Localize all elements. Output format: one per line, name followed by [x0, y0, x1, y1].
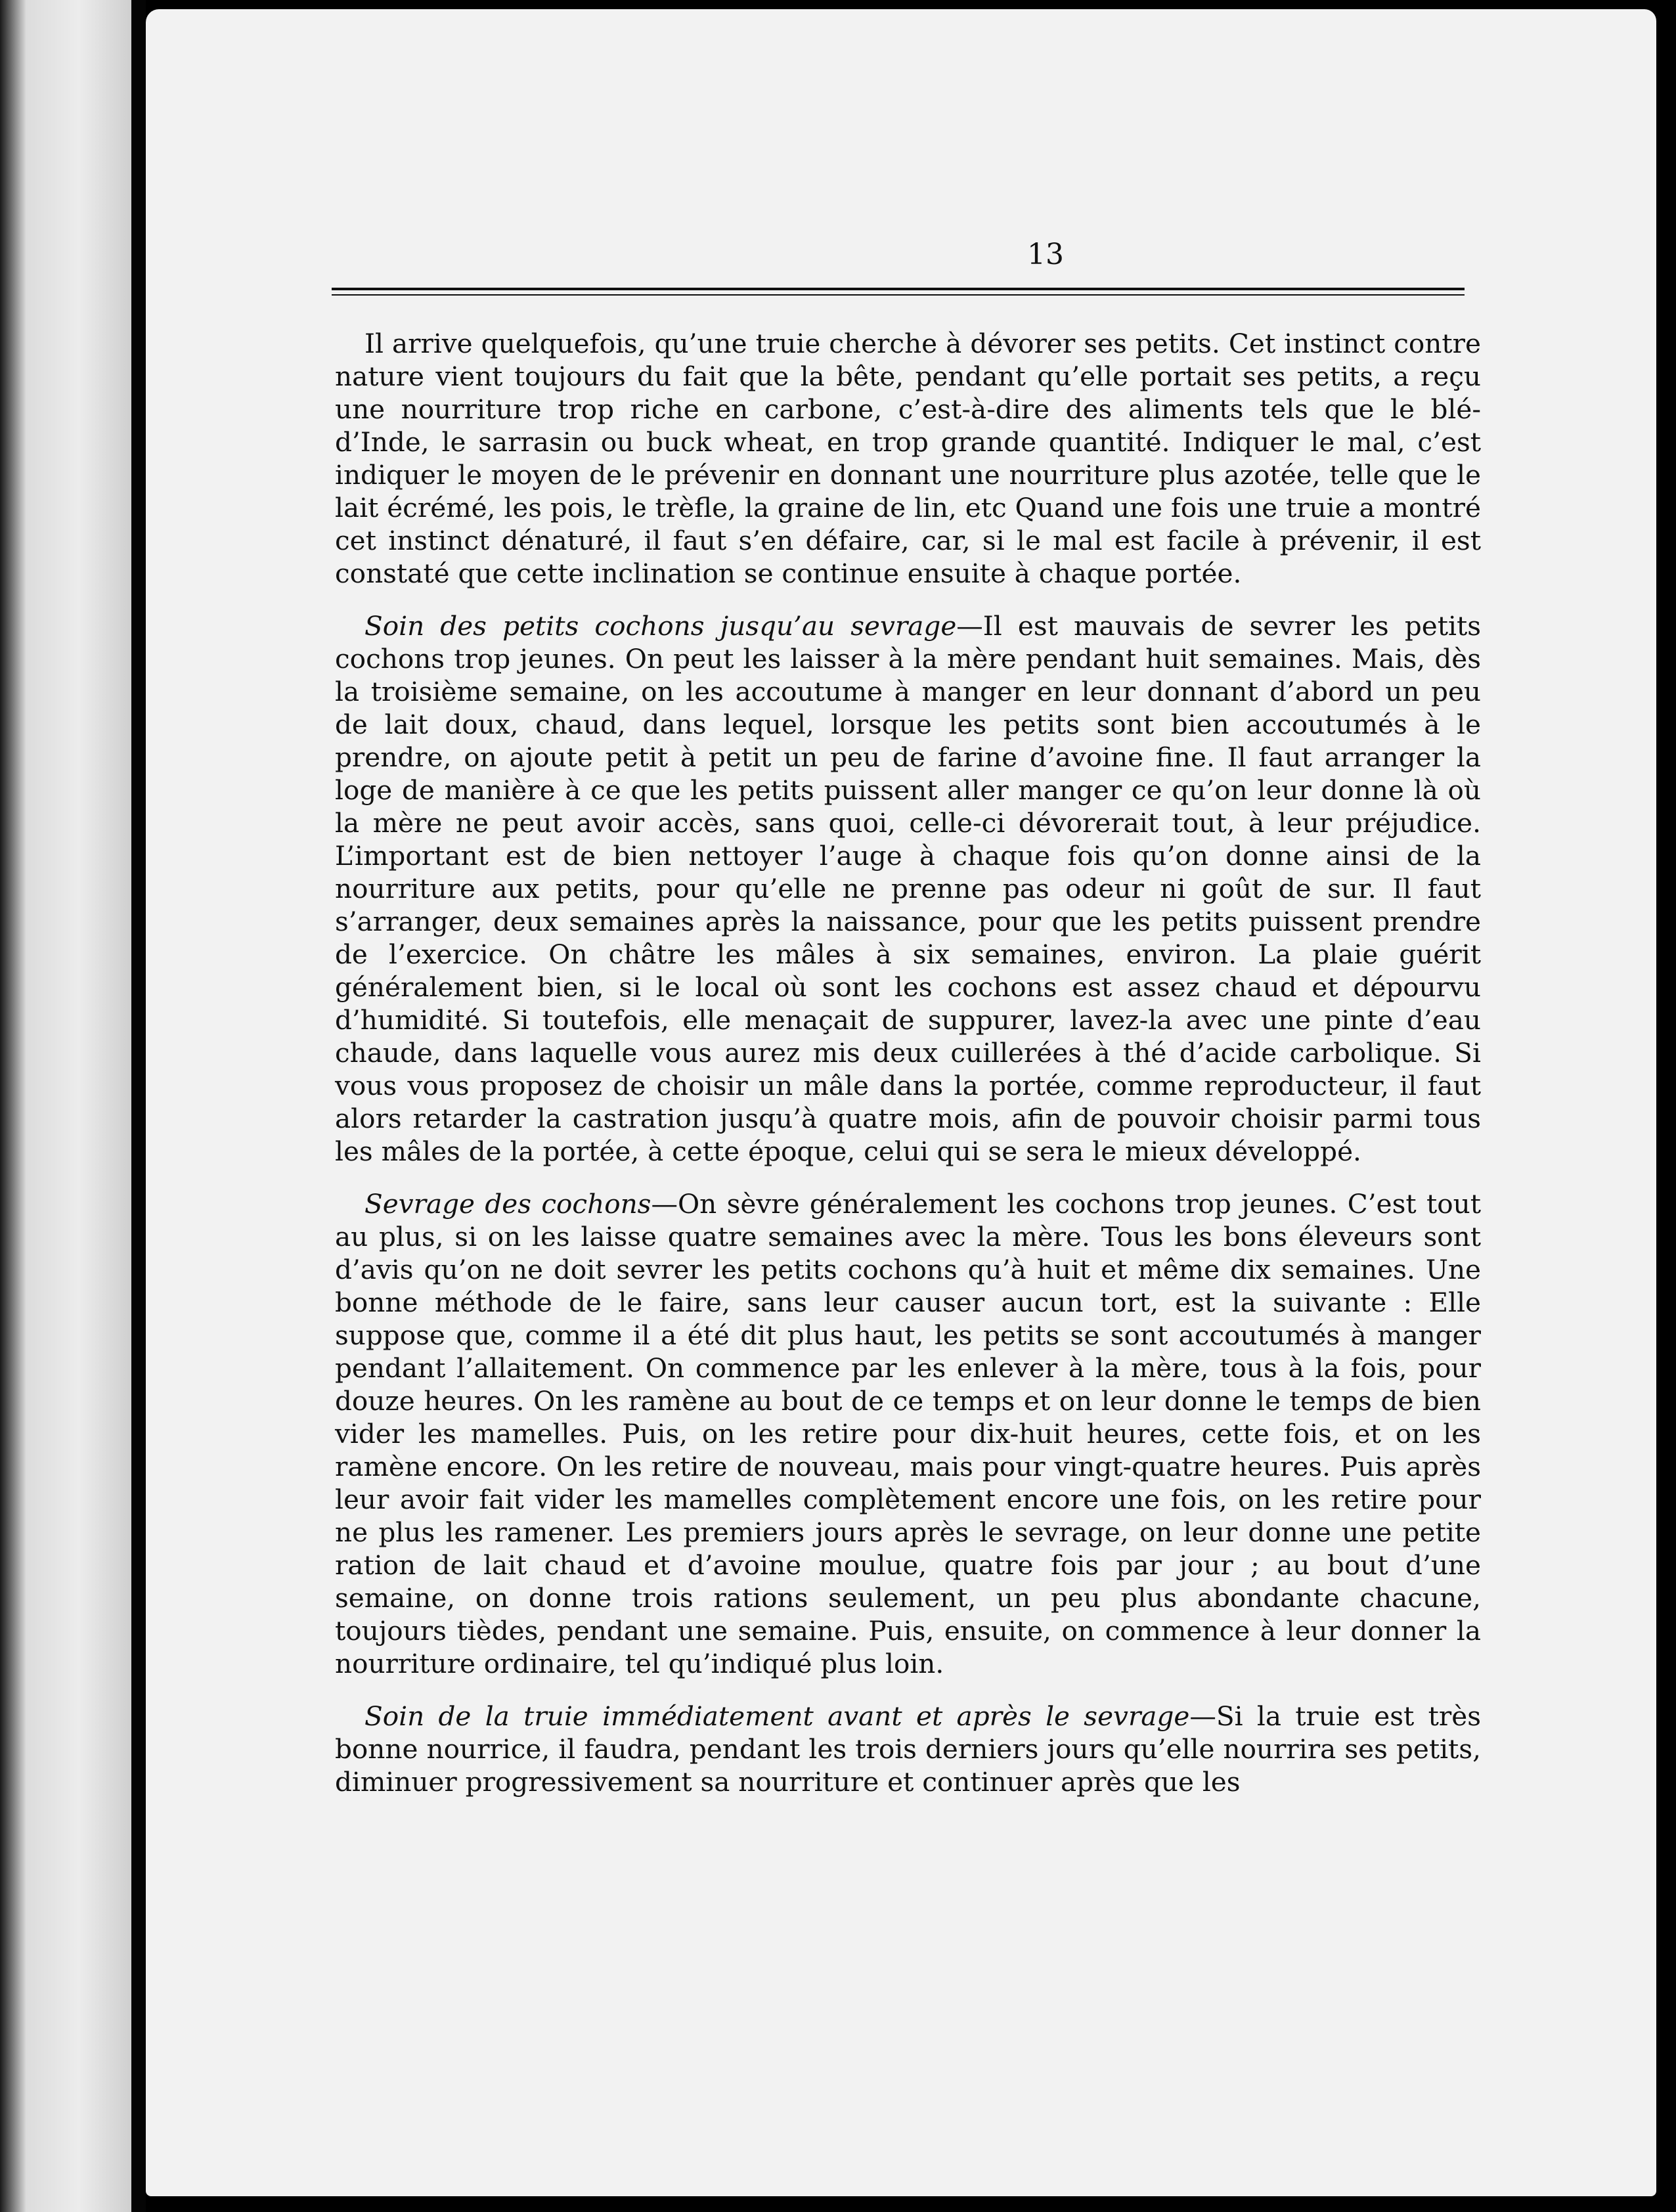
paragraph-text: —On sèvre généralement les cochons trop jeunes. C’est tout au plus, si on les laisse quatre semaines avec la mère. Tous les bons éleveurs sont d’avis qu’on ne doit sevrer les petits cochons qu’à huit et même dix semaines. Une bonne méthode de le faire, sans leur causer aucun tort, est la suivante : Elle suppose que, comme il a été dit plus haut, les petits se sont accoutumés à manger pendant l’allaitement. On commence par les enlever à la mère, tous à la fois, pour douze heures. On les ramène au bout de ce temps et on leur donne le temps de bien vider les mamelles. Puis, on les retire pour dix-huit heures, cette fois, et on les ramène encore. On les retire de nouveau, mais pour vingt-quatre heures. Puis après leur avoir fait vider les mamelles complètement encore une fois, on les retire pour ne plus les ramener. Les premiers jours après le sevrage, on leur donne une petite ration de lait chaud et d’avoine moulue, quatre fois par jour ; au bout d’une semaine, on donne trois rations seulement, un peu plus abondante chacune, toujours tièdes, pendant une semaine. Puis, ensuite, on commence à leur donner la nourriture ordinaire, tel qu’indiqué plus loin. [335, 1188, 1482, 1679]
paragraph-heading: Soin des petits cochons jusqu’au sevrage [364, 610, 957, 642]
previous-page-edge [0, 0, 131, 2212]
paragraph-text: Il arrive quelquefois, qu’une truie cherche à dévorer ses petits. Cet instinct contre nature vient toujours du fait que la bête, pendant qu’elle portait ses petits, a reçu une nourriture trop riche en carbone, c’est-à-dire des aliments tels que le blé-d’Inde, le sarrasin ou buck wheat, en trop grande quantité. Indiquer le mal, c’est indiquer le moyen de le prévenir en donnant une nourriture plus azotée, telle que le lait écrémé, les pois, le trèfle, la graine de lin, etc Quand une fois une truie a montré cet instinct dénaturé, il faut s’en défaire, car, si le mal est facile à prévenir, il est constaté que cette inclination se continue ensuite à chaque portée. [335, 328, 1481, 589]
paragraph-soin-petits-cochons [335, 609, 1481, 1168]
paragraph-heading: Soin de la truie immédiatement avant et après le sevrage [364, 1700, 1190, 1732]
body-text [335, 327, 1481, 1818]
paragraph-soin-truie [335, 1700, 1481, 1798]
paragraph-sevrage [335, 1187, 1481, 1680]
book-gutter [131, 0, 146, 2212]
header-rule-thick [332, 288, 1465, 290]
paragraph-text: —Il est mauvais de sevrer les petits cochons trop jeunes. On peut les laisser à la mère pendant huit semaines. Mais, dès la troisième semaine, on les accoutume à manger en leur donnant d’abord un peu de lait doux, chaud, dans lequel, lorsque les petits sont bien accoutumés à le prendre, on ajoute petit à petit un peu de farine d’avoine fine. Il faut arranger la loge de manière à ce que les petits puissent aller manger ce qu’on leur donne là où la mère ne peut avoir accès, sans quoi, celle-ci dévorerait tout, à leur préjudice. L’important est de bien nettoyer l’auge à chaque fois qu’on donne ainsi de la nourriture aux petits, pour qu’elle ne prenne pas odeur ni goût de sur. Il faut s’arranger, deux semaines après la naissance, pour que les petits puissent prendre de l’exercice. On châtre les mâles à six semaines, environ. La plaie guérit généralement bien, si le local où sont les cochons est assez chaud et dépourvu d’humidité. Si toutefois, elle menaçait de suppurer, lavez-la avec une pinte d’eau chaude, dans laquelle vous aurez mis deux cuillerées à thé d’acide carbolique. Si vous vous proposez de choisir un mâle dans la portée, comme reproducteur, il faut alors retarder la castration jusqu’à quatre mois, afin de pouvoir choisir parmi tous les mâles de la portée, à cette époque, celui qui se sera le mieux développé. [335, 610, 1482, 1167]
paragraph-heading: Sevrage des cochons [364, 1188, 651, 1220]
paragraph-text: —Si la truie est très bonne nourrice, il faudra, pendant les trois derniers jours qu’elle nourrira ses petits, diminuer progressivement sa nourriture et continuer après que les [335, 1700, 1481, 1798]
page-number: 13 [1027, 238, 1064, 271]
paragraph-intro [335, 327, 1481, 590]
header-rule-thin [332, 294, 1465, 296]
